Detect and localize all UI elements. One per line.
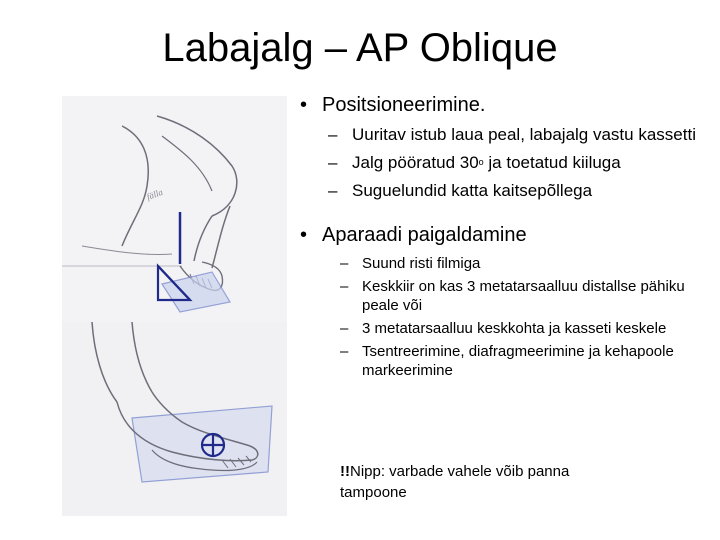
- tip-note: [340, 461, 640, 503]
- dash-marker: –: [328, 153, 338, 172]
- subitem-text: Tsentreerimine, diafragmeerimine ja kehapoole markeerimine: [362, 343, 674, 379]
- subitem-text: Suguelundid katta kaitsepõllega: [352, 181, 593, 200]
- bullet-apparatus: [300, 222, 710, 248]
- bullet-label: Aparaadi paigaldamine: [322, 224, 527, 246]
- subitem-text: Suund risti filmiga: [362, 255, 481, 272]
- positioning-illustration: [62, 96, 287, 322]
- subitem: [340, 319, 710, 338]
- subitem: [328, 124, 710, 146]
- subitem: [328, 180, 710, 202]
- bullet-label: Positsioneerimine.: [322, 94, 486, 116]
- subitem-text-start: Jalg pööratud 30: [352, 153, 479, 172]
- dash-marker: –: [340, 255, 349, 272]
- positioning-subitems: [328, 124, 710, 202]
- bullet-marker: •: [300, 94, 308, 116]
- subitem: [340, 254, 710, 273]
- bullet-positioning: [300, 92, 710, 118]
- figure-caption: fälla: [145, 186, 165, 202]
- bullet-marker: •: [300, 224, 308, 246]
- subitem-text: Uuritav istub laua peal, labajalg vastu kassetti: [352, 125, 696, 144]
- subitem: [328, 152, 710, 174]
- dash-marker: –: [328, 125, 338, 144]
- slide-title: Labajalg – AP Oblique: [162, 26, 558, 70]
- tip-text: Nipp: varbade vahele võib panna tampoone: [340, 463, 570, 501]
- slide-body: [300, 92, 710, 384]
- dash-marker: –: [340, 278, 349, 295]
- apparatus-subitems: [340, 254, 710, 380]
- subitem: [340, 277, 710, 315]
- degree-superscript: o: [478, 157, 484, 167]
- subitem-text-end: ja toetatud kiiluga: [483, 153, 621, 172]
- subitem-text: Keskkiir on kas 3 metatarsaalluu distallse pähiku peale või: [362, 278, 685, 314]
- dash-marker: –: [340, 320, 349, 337]
- dash-marker: –: [328, 181, 338, 200]
- tip-marks: !!: [340, 463, 350, 480]
- foot-on-film-illustration: [62, 322, 287, 516]
- dash-marker: –: [340, 343, 349, 360]
- subitem: [340, 342, 710, 380]
- subitem-text: 3 metatarsaalluu keskkohta ja kasseti keskele: [362, 320, 667, 337]
